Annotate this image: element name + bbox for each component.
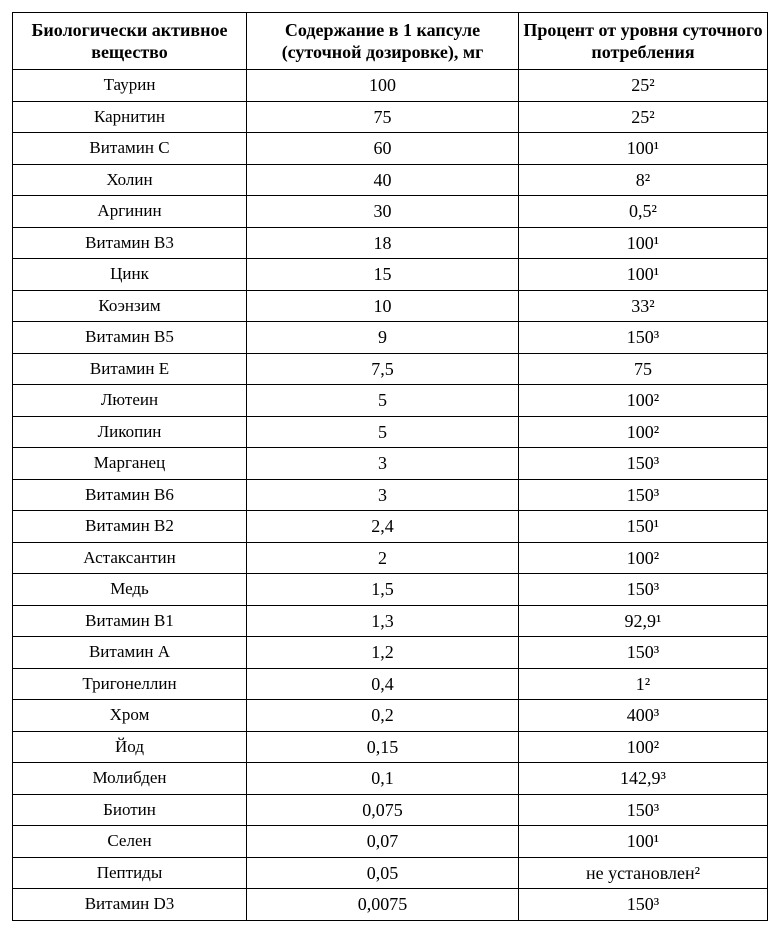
cell-content-mg: 0,4 bbox=[247, 668, 519, 700]
cell-daily-percent: 100² bbox=[519, 385, 768, 417]
cell-daily-percent: 0,5² bbox=[519, 196, 768, 228]
header-substance: Биологически активное вещество bbox=[13, 13, 247, 70]
cell-daily-percent: 400³ bbox=[519, 700, 768, 732]
cell-daily-percent: 150³ bbox=[519, 889, 768, 921]
cell-content-mg: 10 bbox=[247, 290, 519, 322]
cell-substance-name: Витамин А bbox=[13, 637, 247, 669]
cell-daily-percent: 100¹ bbox=[519, 227, 768, 259]
cell-content-mg: 3 bbox=[247, 448, 519, 480]
table-row bbox=[13, 637, 768, 669]
cell-substance-name: Биотин bbox=[13, 794, 247, 826]
table-row bbox=[13, 511, 768, 543]
cell-substance-name: Витамин В2 bbox=[13, 511, 247, 543]
cell-content-mg: 0,1 bbox=[247, 763, 519, 795]
table-row bbox=[13, 479, 768, 511]
table-row bbox=[13, 416, 768, 448]
cell-daily-percent: 100² bbox=[519, 542, 768, 574]
cell-daily-percent: 8² bbox=[519, 164, 768, 196]
table-row bbox=[13, 700, 768, 732]
cell-substance-name: Хром bbox=[13, 700, 247, 732]
cell-content-mg: 75 bbox=[247, 101, 519, 133]
cell-content-mg: 0,075 bbox=[247, 794, 519, 826]
cell-content-mg: 1,2 bbox=[247, 637, 519, 669]
cell-daily-percent: 100² bbox=[519, 731, 768, 763]
cell-content-mg: 3 bbox=[247, 479, 519, 511]
table-row bbox=[13, 668, 768, 700]
cell-daily-percent: 92,9¹ bbox=[519, 605, 768, 637]
cell-substance-name: Тригонеллин bbox=[13, 668, 247, 700]
table-row bbox=[13, 826, 768, 858]
cell-substance-name: Витамин В6 bbox=[13, 479, 247, 511]
table-row bbox=[13, 259, 768, 291]
cell-content-mg: 5 bbox=[247, 385, 519, 417]
cell-content-mg: 9 bbox=[247, 322, 519, 354]
cell-content-mg: 30 bbox=[247, 196, 519, 228]
cell-daily-percent: 150³ bbox=[519, 574, 768, 606]
cell-substance-name: Медь bbox=[13, 574, 247, 606]
table-row bbox=[13, 196, 768, 228]
cell-daily-percent: 150³ bbox=[519, 794, 768, 826]
cell-substance-name: Селен bbox=[13, 826, 247, 858]
cell-daily-percent: 33² bbox=[519, 290, 768, 322]
cell-daily-percent: 100¹ bbox=[519, 133, 768, 165]
cell-content-mg: 15 bbox=[247, 259, 519, 291]
cell-daily-percent: не установлен² bbox=[519, 857, 768, 889]
cell-substance-name: Йод bbox=[13, 731, 247, 763]
cell-substance-name: Цинк bbox=[13, 259, 247, 291]
cell-content-mg: 0,15 bbox=[247, 731, 519, 763]
cell-content-mg: 0,05 bbox=[247, 857, 519, 889]
cell-daily-percent: 25² bbox=[519, 101, 768, 133]
cell-daily-percent: 100² bbox=[519, 416, 768, 448]
cell-content-mg: 0,0075 bbox=[247, 889, 519, 921]
cell-substance-name: Аргинин bbox=[13, 196, 247, 228]
cell-daily-percent: 150³ bbox=[519, 479, 768, 511]
table-row bbox=[13, 227, 768, 259]
cell-substance-name: Карнитин bbox=[13, 101, 247, 133]
cell-substance-name: Ликопин bbox=[13, 416, 247, 448]
table-row bbox=[13, 889, 768, 921]
cell-substance-name: Витамин В3 bbox=[13, 227, 247, 259]
table-row bbox=[13, 164, 768, 196]
cell-daily-percent: 75 bbox=[519, 353, 768, 385]
cell-content-mg: 40 bbox=[247, 164, 519, 196]
table-row bbox=[13, 70, 768, 102]
cell-daily-percent: 1² bbox=[519, 668, 768, 700]
table-row bbox=[13, 133, 768, 165]
table-row bbox=[13, 101, 768, 133]
cell-content-mg: 60 bbox=[247, 133, 519, 165]
cell-substance-name: Марганец bbox=[13, 448, 247, 480]
cell-substance-name: Витамин D3 bbox=[13, 889, 247, 921]
cell-substance-name: Таурин bbox=[13, 70, 247, 102]
cell-substance-name: Витамин В1 bbox=[13, 605, 247, 637]
table-body bbox=[13, 70, 768, 921]
cell-daily-percent: 150³ bbox=[519, 637, 768, 669]
cell-content-mg: 18 bbox=[247, 227, 519, 259]
table-row bbox=[13, 731, 768, 763]
cell-substance-name: Молибден bbox=[13, 763, 247, 795]
cell-daily-percent: 150¹ bbox=[519, 511, 768, 543]
cell-substance-name: Астаксантин bbox=[13, 542, 247, 574]
table-header-row bbox=[13, 13, 768, 70]
cell-substance-name: Коэнзим bbox=[13, 290, 247, 322]
table-row bbox=[13, 794, 768, 826]
cell-daily-percent: 25² bbox=[519, 70, 768, 102]
table-row bbox=[13, 574, 768, 606]
cell-content-mg: 100 bbox=[247, 70, 519, 102]
cell-substance-name: Холин bbox=[13, 164, 247, 196]
cell-content-mg: 5 bbox=[247, 416, 519, 448]
cell-substance-name: Витамин С bbox=[13, 133, 247, 165]
cell-content-mg: 2 bbox=[247, 542, 519, 574]
cell-daily-percent: 150³ bbox=[519, 448, 768, 480]
cell-substance-name: Витамин В5 bbox=[13, 322, 247, 354]
table-row bbox=[13, 385, 768, 417]
cell-daily-percent: 150³ bbox=[519, 322, 768, 354]
cell-daily-percent: 100¹ bbox=[519, 826, 768, 858]
cell-content-mg: 1,3 bbox=[247, 605, 519, 637]
table-row bbox=[13, 605, 768, 637]
table-row bbox=[13, 763, 768, 795]
cell-daily-percent: 142,9³ bbox=[519, 763, 768, 795]
table-row bbox=[13, 353, 768, 385]
nutrient-table bbox=[12, 12, 768, 921]
cell-substance-name: Лютеин bbox=[13, 385, 247, 417]
cell-content-mg: 0,07 bbox=[247, 826, 519, 858]
table-row bbox=[13, 322, 768, 354]
cell-content-mg: 0,2 bbox=[247, 700, 519, 732]
table-row bbox=[13, 290, 768, 322]
cell-content-mg: 1,5 bbox=[247, 574, 519, 606]
table-row bbox=[13, 542, 768, 574]
cell-content-mg: 7,5 bbox=[247, 353, 519, 385]
cell-content-mg: 2,4 bbox=[247, 511, 519, 543]
table-row bbox=[13, 857, 768, 889]
cell-daily-percent: 100¹ bbox=[519, 259, 768, 291]
header-daily-percent: Процент от уровня суточного потребления bbox=[519, 13, 768, 70]
cell-substance-name: Витамин Е bbox=[13, 353, 247, 385]
header-content-mg: Содержание в 1 капсуле (суточной дозировке), мг bbox=[247, 13, 519, 70]
cell-substance-name: Пептиды bbox=[13, 857, 247, 889]
table-row bbox=[13, 448, 768, 480]
